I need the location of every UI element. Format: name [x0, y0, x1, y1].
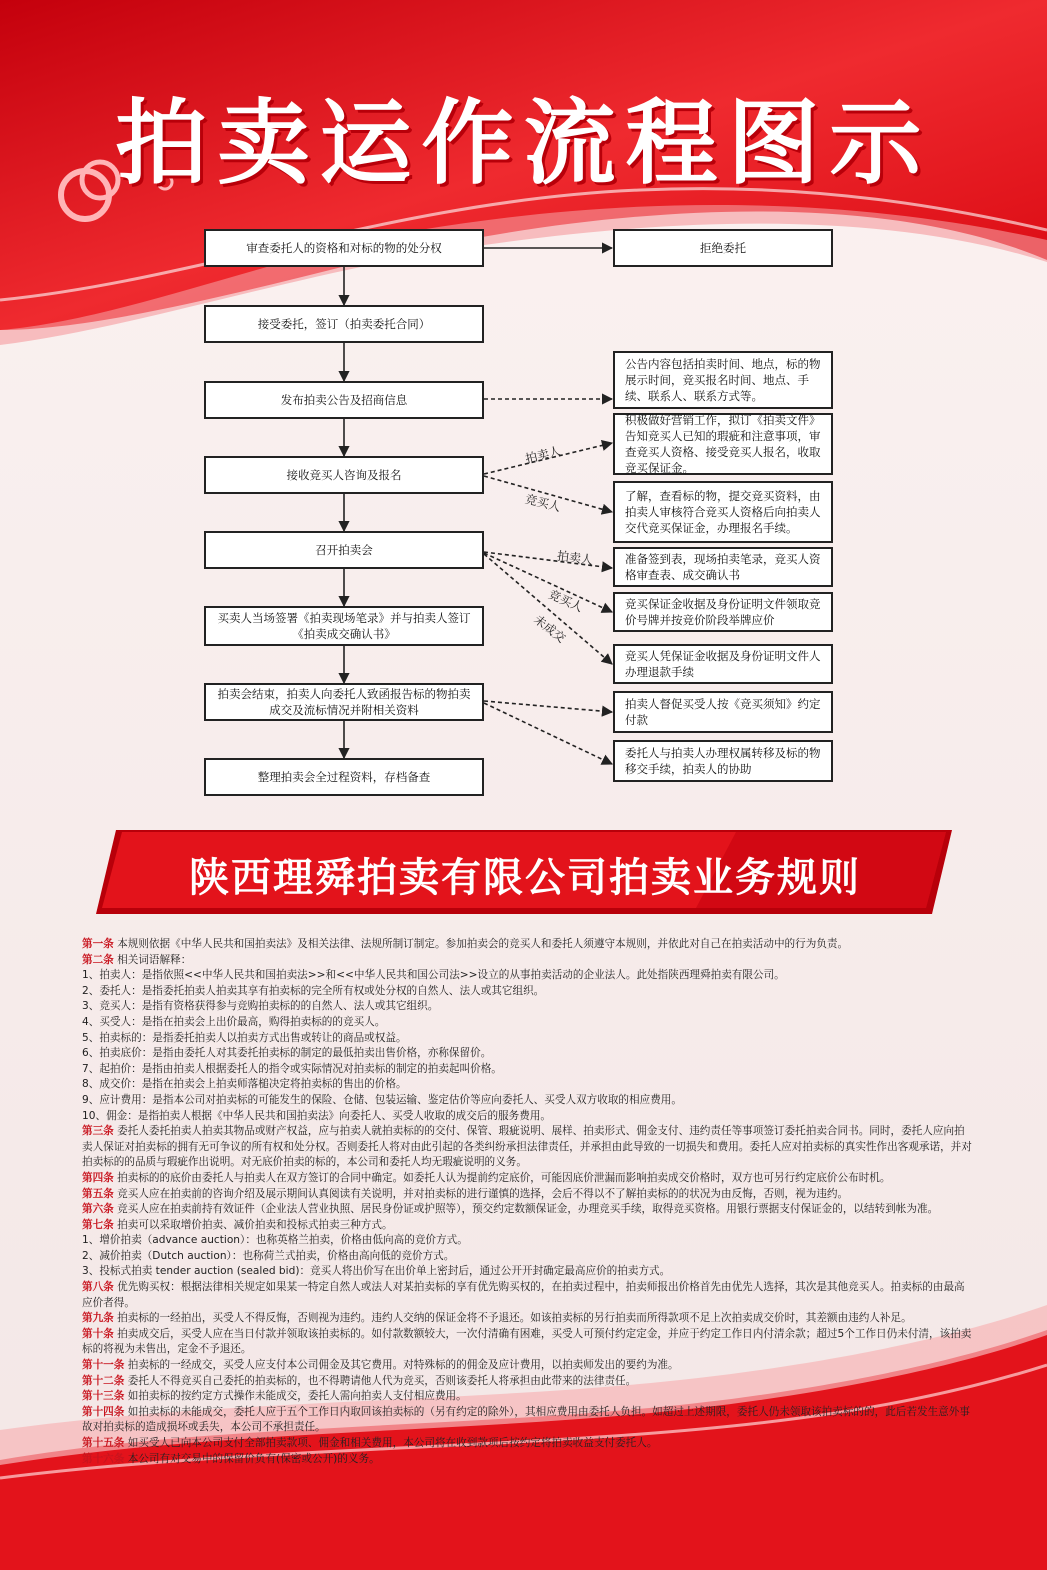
rule-item	[82, 1233, 972, 1249]
rule-text: 1、拍卖人：是指依照<<中华人民共和国拍卖法>>和<<中华人民共和国公司法>>设立的从事拍卖活动的企业法人。此处指陕西理舜拍卖有限公司。	[82, 969, 785, 982]
flow-note-payment: 拍卖人督促买受人按《竞买须知》约定付款	[613, 691, 833, 733]
rule-item	[82, 1109, 972, 1125]
rule-item	[82, 953, 972, 969]
rule-label: 第五条	[82, 1187, 114, 1200]
rule-item	[82, 1062, 972, 1078]
flow-step-register: 接收竞买人咨询及报名	[204, 456, 484, 494]
rule-item	[82, 1202, 972, 1218]
rule-item	[82, 1171, 972, 1187]
flow-step-sign: 买卖人当场签署《拍卖现场笔录》并与拍卖人签订《拍卖成交确认书》	[204, 606, 484, 646]
flow-step-review: 审查委托人的资格和对标的物的处分权	[204, 229, 484, 267]
rules-text	[82, 937, 972, 1467]
rule-text: 2、减价拍卖（Dutch auction）：也称荷兰式拍卖，价格由高向低的竞价方式。	[82, 1249, 455, 1262]
flow-note-bid-paddle: 竞买保证金收据及身份证明文件领取竞价号牌并按竞价阶段举牌应价	[613, 592, 833, 632]
rule-label: 第十六条	[82, 1452, 125, 1465]
flow-step-report: 拍卖会结束，拍卖人向委托人致函报告标的物拍卖成交及流标情况并附相关资料	[204, 683, 484, 721]
rule-item	[82, 1311, 972, 1327]
rule-label: 第九条	[82, 1312, 114, 1325]
rule-item	[82, 1389, 972, 1405]
rule-item	[82, 1327, 972, 1358]
rule-item	[82, 1405, 972, 1436]
rule-item	[82, 1093, 972, 1109]
flow-note-reject: 拒绝委托	[613, 229, 833, 267]
rule-item	[82, 1436, 972, 1452]
rule-item	[82, 968, 972, 984]
rule-label: 第六条	[82, 1203, 114, 1216]
rule-item	[82, 1187, 972, 1203]
rule-label: 第一条	[82, 938, 114, 950]
rule-item	[82, 1218, 972, 1234]
flow-note-bidder-signup: 了解，查看标的物，提交竞买资料，由拍卖人审核符合竞买人资格后向拍卖人交代竞买保证金，办理报名手续。	[613, 481, 833, 543]
rule-text: 5、拍卖标的：是指委托拍卖人以拍卖方式出售或转让的商品或权益。	[82, 1031, 407, 1044]
rule-text: 如拍卖标的未能成交，委托人应于五个工作日内取回该拍卖标的（另有约定的除外），其相应费用由委托人负担。如超过上述期限，委托人仍未领取该拍卖标的的，此后若发生意外事故对拍卖标的造成损坏或丢失，本公司不承担责任。	[82, 1405, 970, 1434]
rule-item	[82, 1077, 972, 1093]
rule-text: 拍卖标的一经拍出，买受人不得反悔，否则视为违约。违约人交纳的保证金将不予退还。如该拍卖标的另行拍卖而所得款项不足上次拍卖成交价时，其差额由违约人补足。	[117, 1312, 912, 1325]
rule-item	[82, 1374, 972, 1390]
edge-label-auctioneer: 拍卖人	[523, 443, 563, 467]
flow-step-publish: 发布拍卖公告及招商信息	[204, 381, 484, 419]
rule-text: 竞买人应在拍卖前持有效证件（企业法人营业执照、居民身份证或护照等），预交约定数额保证金，办理竞买手续，取得竞买资格。用银行票据支付保证金的，以结转到帐为准。	[117, 1203, 939, 1216]
rule-text: 如拍卖标的按约定方式操作未能成交，委托人需向拍卖人支付相应费用。	[127, 1390, 467, 1403]
rule-text: 6、拍卖底价：是指由委托人对其委托拍卖标的制定的最低拍卖出售价格，亦称保留价。	[82, 1047, 492, 1060]
flow-step-archive: 整理拍卖会全过程资料，存档备查	[204, 758, 484, 796]
rule-label: 第十一条	[82, 1359, 125, 1372]
rule-text: 8、成交价：是指在拍卖会上拍卖师落槌决定将拍卖标的售出的价格。	[82, 1078, 407, 1091]
rule-text: 拍卖标的一经成交，买受人应支付本公司佣金及其它费用。对特殊标的的佣金及应计费用，以拍卖师发出的要约为准。	[127, 1359, 679, 1372]
rule-text: 拍卖成交后，买受人应在当日付款并领取该拍卖标的。如付款数额较大，一次付清确有困难，买受人可预付约定定金，并应于约定工作日内付清余款；超过5个工作日仍未付清，该拍卖标的将视为未售出，定金不予退还。	[82, 1327, 972, 1356]
rule-label: 第四条	[82, 1171, 114, 1184]
page-title: 拍卖运作流程图示	[115, 90, 932, 197]
rule-item	[82, 1264, 972, 1280]
rule-text: 2、委托人：是指委托拍卖人拍卖其享有拍卖标的完全所有权或处分权的自然人、法人或其它组织。	[82, 984, 545, 997]
rule-item	[82, 1046, 972, 1062]
rule-text: 7、起拍价：是指由拍卖人根据委托人的指令或实际情况对拍卖标的制定的拍卖起叫价格。	[82, 1062, 502, 1075]
flow-note-announcement: 公告内容包括拍卖时间、地点，标的物展示时间，竞买报名时间、地点、手续、联系人、联系方式等。	[613, 351, 833, 409]
flow-step-auction: 召开拍卖会	[204, 531, 484, 569]
rule-text: 本规则依据《中华人民共和国拍卖法》及相关法律、法规所制订制定。参加拍卖会的竞买人和委托人须遵守本规则，并依此对自己在拍卖活动中的行为负责。	[117, 938, 849, 950]
rule-item	[82, 999, 972, 1015]
rule-text: 竞买人应在拍卖前的咨询介绍及展示期间认真阅读有关说明，并对拍卖标的进行谨慎的选择，会后不得以不了解拍卖标的的状况为由反悔，否则，视为违约。	[117, 1187, 849, 1200]
rule-label: 第二条	[82, 953, 114, 966]
rule-text: 拍卖标的的底价由委托人与拍卖人在双方签订的合同中确定。如委托人认为提前约定底价，可能因底价泄漏而影响拍卖成交价格时，双方也可另行约定底价公布时机。	[117, 1171, 891, 1184]
rule-text: 拍卖可以采取增价拍卖、减价拍卖和投标式拍卖三种方式。	[117, 1218, 393, 1231]
rule-item	[82, 984, 972, 1000]
rule-label: 第十五条	[82, 1437, 125, 1449]
rule-label: 第七条	[82, 1218, 114, 1231]
rule-label: 第十三条	[82, 1390, 125, 1403]
rule-label: 第三条	[82, 1125, 114, 1138]
flow-note-refund: 竞买人凭保证金收据及身份证明文件人办理退款手续	[613, 644, 833, 684]
rule-text: 3、投标式拍卖 tender auction (sealed bid)：竞买人将出价写在出价单上密封后，通过公开开封确定最高应价的拍卖方式。	[82, 1265, 671, 1278]
banner-title: 陕西理舜拍卖有限公司拍卖业务规则	[189, 855, 861, 901]
rule-text: 1、增价拍卖（advance auction）：也称英格兰拍卖，价格由低向高的竞价方式。	[82, 1234, 468, 1247]
rule-text: 10、佣金：是指拍卖人根据《中华人民共和国拍卖法》向委托人、买受人收取的成交后的服务费用。	[82, 1109, 552, 1122]
rule-label: 第十二条	[82, 1374, 125, 1387]
rule-item	[82, 937, 972, 953]
edge-label-bidder: 竞买人	[523, 491, 563, 515]
rule-text: 9、应计费用：是指本公司对拍卖标的可能发生的保险、仓储、包装运输、鉴定估价等应向委托人、买受人双方收取的相应费用。	[82, 1093, 682, 1106]
rule-item	[82, 1015, 972, 1031]
flow-note-marketing: 积极做好营销工作，拟订《拍卖文件》告知竞买人已知的瑕疵和注意事项，审查竞买人资格、接受竞买人报名，收取竞买保证金。	[613, 413, 833, 475]
rule-label: 第十四条	[82, 1405, 125, 1418]
rule-text: 委托人委托拍卖人拍卖其物品或财产权益，应与拍卖人就拍卖标的的交付、保管、瑕疵说明、展样、拍卖形式、佣金支付、违约责任等事项签订委托拍卖合同书。同时，委托人应向拍卖人保证对拍卖标的拥有无可争议的所有权和处分权。否则委托人将对由此引起的各类纠纷承担法律责任，并承担由此导致的一切损失和费用。委托人应对拍卖标的真实性作出客观承诺，并对拍卖标的的品质与瑕疵作出说明。对无底价拍卖的标的，本公司和委托人均无瑕疵说明的义务。	[82, 1125, 972, 1169]
rule-item	[82, 1280, 972, 1311]
rule-text: 如买受人已向本公司支付全部拍卖款项、佣金和相关费用，本公司将在收到款项后按约定将拍卖收益支付委托人。	[127, 1437, 658, 1449]
flow-note-transfer: 委托人与拍卖人办理权属转移及标的物移交手续，拍卖人的协助	[613, 740, 833, 782]
rule-text: 相关词语解释：	[117, 953, 192, 966]
flow-note-prepare: 准备签到表，现场拍卖笔录，竞买人资格审查表、成交确认书	[613, 547, 833, 587]
rule-item	[82, 1031, 972, 1047]
rule-item	[82, 1124, 972, 1171]
rule-text: 优先购买权：根据法律相关规定如果某一特定自然人或法人对某拍卖标的享有优先购买权的，在拍卖过程中，拍卖师报出价格首先由优先人选择，其次是其他竞买人。拍卖标的由最高应价者得。	[82, 1281, 965, 1309]
rule-item	[82, 1452, 972, 1468]
rule-text: 4、买受人：是指在拍卖会上出价最高，购得拍卖标的的竞买人。	[82, 1015, 386, 1028]
rule-item	[82, 1358, 972, 1374]
rule-text: 委托人不得竞买自己委托的拍卖标的，也不得聘请他人代为竞买，否则该委托人将承担由此带来的法律责任。	[127, 1374, 637, 1387]
rule-text: 本公司有对交易中的保留价负有(保密或公开)的义务。	[127, 1452, 380, 1465]
edge-label-unsold: 未成交	[531, 612, 569, 646]
rule-label: 第八条	[82, 1281, 114, 1294]
rule-text: 3、竞买人：是指有资格获得参与竞购拍卖标的的自然人、法人或其它组织。	[82, 1000, 439, 1013]
edge-label-auctioneer-2: 拍卖人	[556, 548, 594, 568]
rule-item	[82, 1249, 972, 1265]
edge-label-bidder-2: 竞买人	[546, 587, 586, 615]
rule-label: 第十条	[82, 1327, 114, 1340]
flow-step-accept: 接受委托，签订（拍卖委托合同）	[204, 305, 484, 343]
